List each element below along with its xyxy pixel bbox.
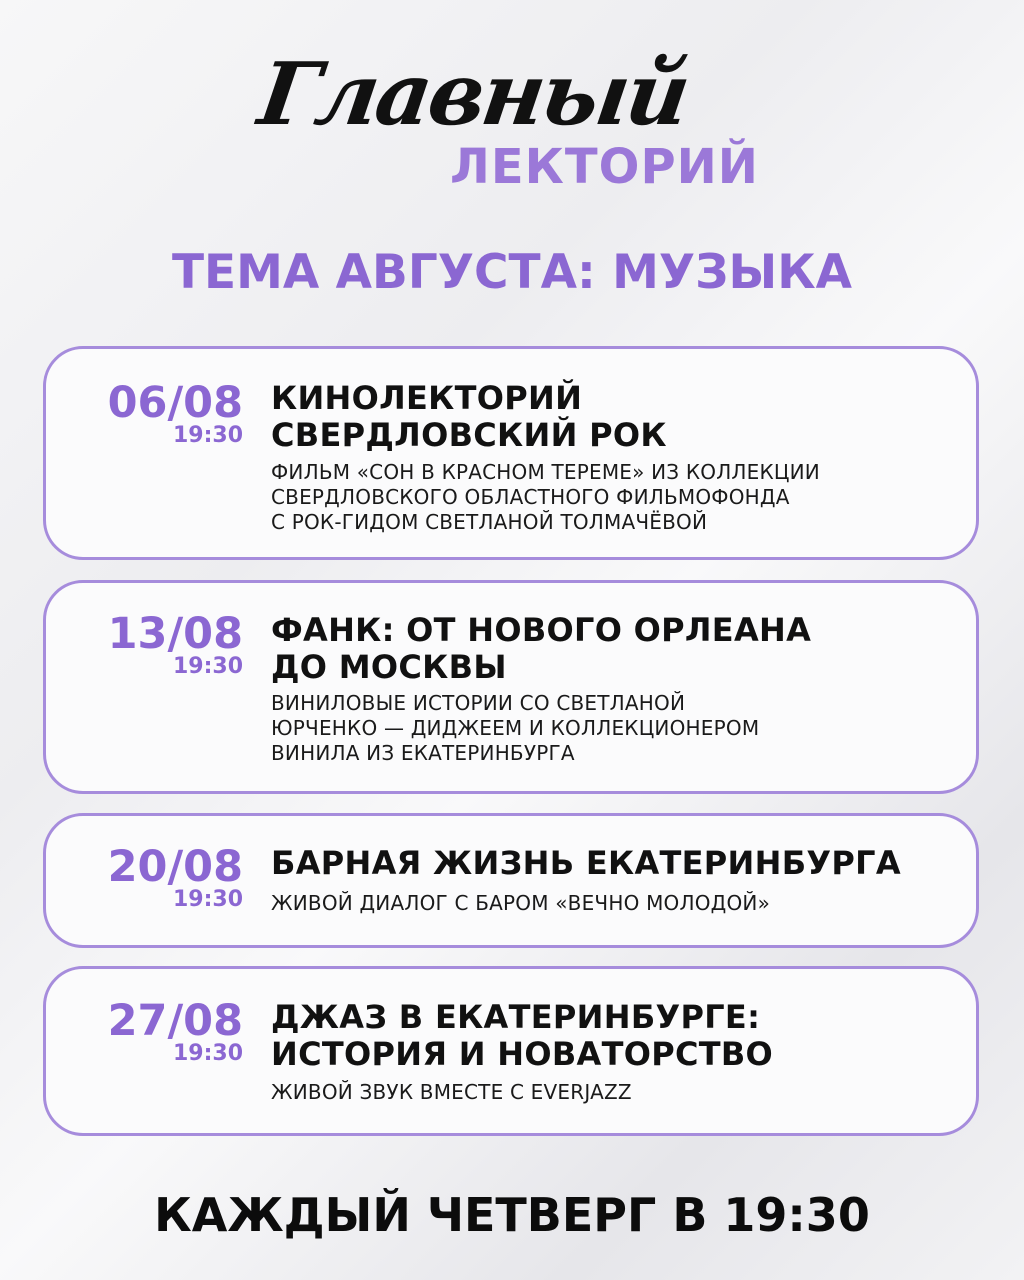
event-date: 20/08 bbox=[107, 842, 243, 892]
event-description: ВИНИЛОВЫЕ ИСТОРИИ СО СВЕТЛАНОЙ ЮРЧЕНКО — ДИДЖЕЕМ И КОЛЛЕКЦИОНЕРОМ ВИНИЛА ИЗ ЕКАТЕРИНБУРГА bbox=[271, 691, 760, 765]
event-date: 27/08 bbox=[107, 996, 243, 1046]
event-description: ЖИВОЙ ЗВУК ВМЕСТЕ С EVERJAZZ bbox=[271, 1080, 632, 1104]
month-theme-heading: ТЕМА АВГУСТА: МУЗЫКА bbox=[171, 245, 853, 300]
event-title: БАРНАЯ ЖИЗНЬ ЕКАТЕРИНБУРГА bbox=[271, 844, 901, 882]
logo-script-text: Главный bbox=[252, 44, 694, 145]
event-date: 06/08 bbox=[107, 378, 243, 428]
event-description: ФИЛЬМ «СОН В КРАСНОМ ТЕРЕМЕ» ИЗ КОЛЛЕКЦИИ СВЕРДЛОВСКОГО ОБЛАСТНОГО ФИЛЬМОФОНДА С РОК-ГИДОМ СВЕТЛАНОЙ ТОЛМАЧЁВОЙ bbox=[271, 460, 820, 534]
event-time: 19:30 bbox=[172, 1041, 243, 1066]
logo-subtitle: ЛЕКТОРИЙ bbox=[450, 139, 759, 195]
event-time: 19:30 bbox=[172, 887, 243, 912]
event-card bbox=[43, 580, 979, 794]
event-time: 19:30 bbox=[172, 654, 243, 679]
event-title: КИНОЛЕКТОРИЙ СВЕРДЛОВСКИЙ РОК bbox=[271, 379, 667, 454]
event-card bbox=[43, 966, 979, 1136]
event-description: ЖИВОЙ ДИАЛОГ С БАРОМ «ВЕЧНО МОЛОДОЙ» bbox=[271, 891, 771, 915]
event-card bbox=[43, 346, 979, 560]
event-time: 19:30 bbox=[172, 423, 243, 448]
schedule-footer: КАЖДЫЙ ЧЕТВЕРГ В 19:30 bbox=[154, 1188, 870, 1242]
logo bbox=[250, 45, 790, 195]
event-title: ДЖАЗ В ЕКАТЕРИНБУРГЕ: ИСТОРИЯ И НОВАТОРСТВО bbox=[271, 998, 774, 1073]
event-title: ФАНК: ОТ НОВОГО ОРЛЕАНА ДО МОСКВЫ bbox=[271, 611, 812, 686]
event-card bbox=[43, 813, 979, 948]
event-date: 13/08 bbox=[107, 609, 243, 659]
